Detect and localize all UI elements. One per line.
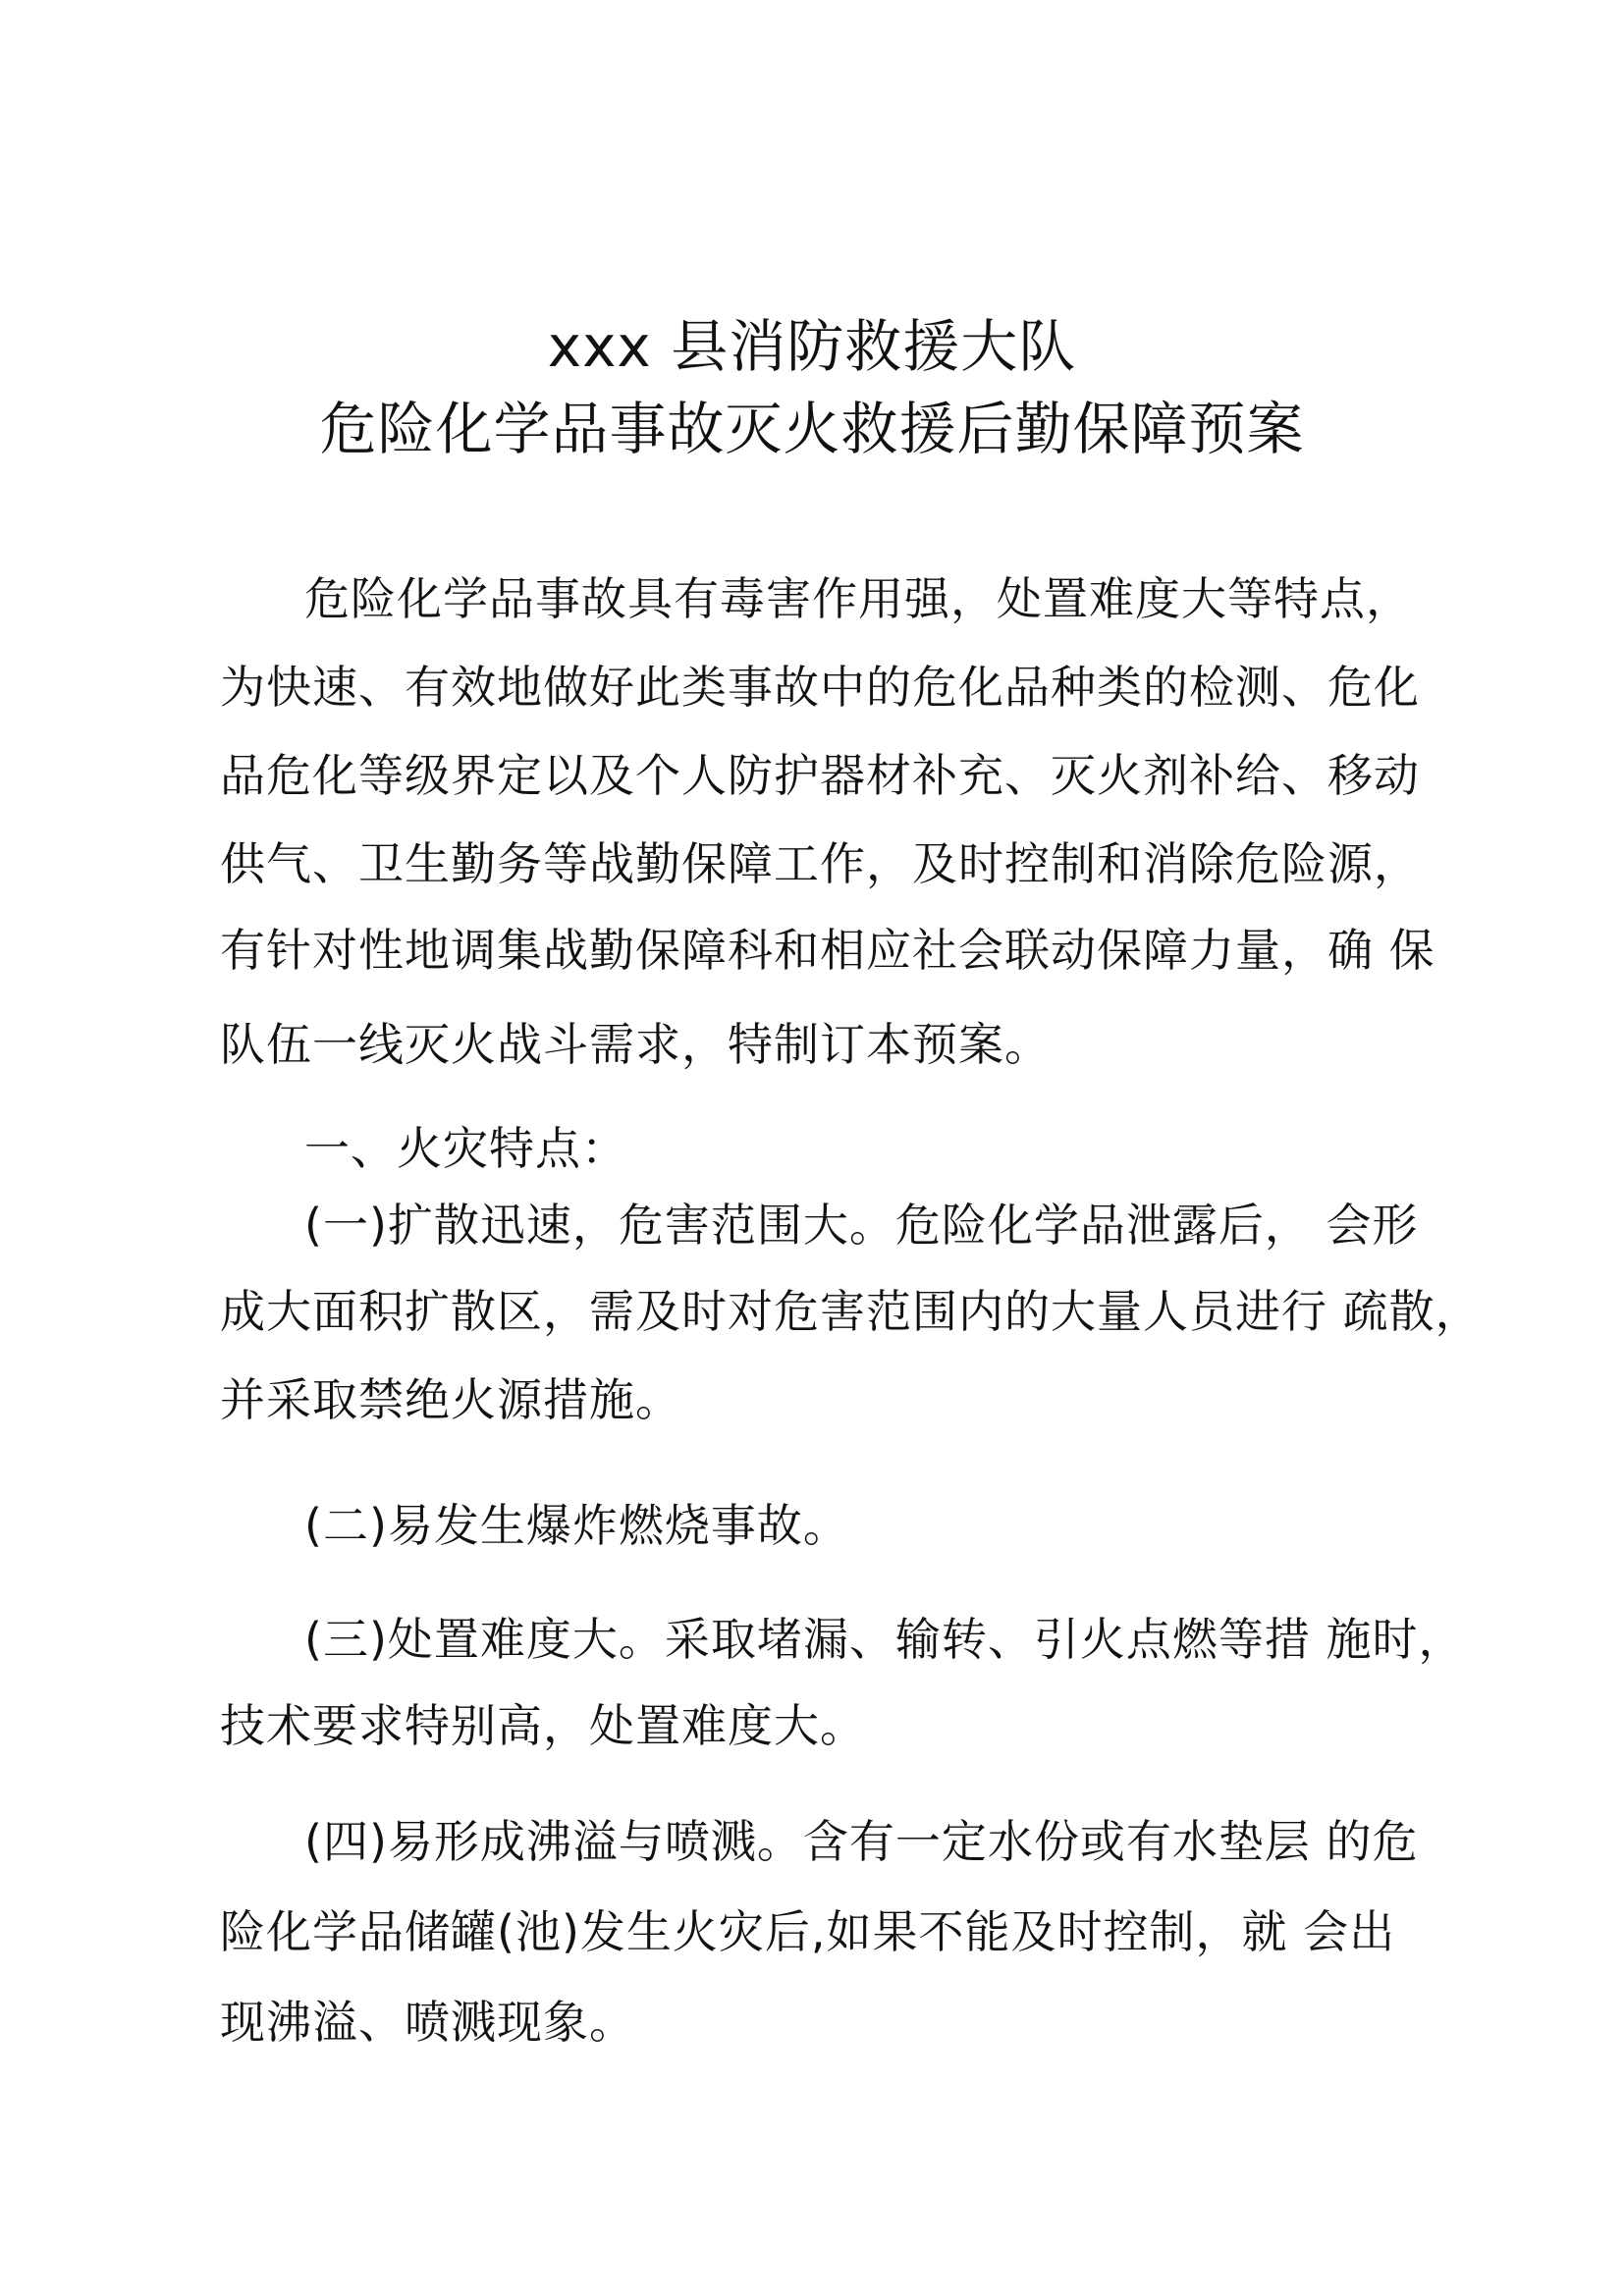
intro-line-3: 品危化等级界定以及个人防护器材补充、灭火剂补给、移动 [220,749,1420,802]
point-1-line-2: 成大面积扩散区，需及时对危害范围内的大量人员进行 疏散， [220,1285,1482,1338]
point-3-line-2: 技术要求特别高，处置难度大。 [220,1699,866,1752]
document-title-line-2: 危险化学品事故灭火救援后勤保障预案 [319,396,1305,462]
point-4-line-1: (四)易形成沸溢与喷溅。含有一定水份或有水垫层 的危 [304,1815,1419,1868]
section-heading: 一、火灾特点： [304,1122,627,1175]
intro-line-2: 为快速、有效地做好此类事故中的危化品种类的检测、危化 [220,661,1420,714]
intro-line-4: 供气、卫生勤务等战勤保障工作，及时控制和消除危险源， [220,837,1420,890]
point-1-line-1: (一)扩散迅速，危害范围大。危险化学品泄露后， 会形 [304,1199,1419,1252]
intro-line-5: 有针对性地调集战勤保障科和相应社会联动保障力量，确 保 [220,924,1435,977]
intro-line-1: 危险化学品事故具有毒害作用强，处置难度大等特点， [304,572,1412,625]
point-3-line-1: (三)处置难度大。采取堵漏、输转、引火点燃等措 施时， [304,1613,1465,1666]
intro-line-6: 队伍一线灭火战斗需求，特制订本预案。 [220,1018,1051,1071]
point-1-line-3: 并采取禁绝火源措施。 [220,1373,681,1426]
point-4-line-3: 现沸溢、喷溅现象。 [220,1996,635,2049]
point-4-line-2: 险化学品储罐(池)发生火灾后,如果不能及时控制，就 会出 [220,1905,1396,1958]
point-2: (二)易发生爆炸燃烧事故。 [304,1499,849,1552]
document-title-line-1: xxx 县消防救援大队 [547,313,1077,380]
